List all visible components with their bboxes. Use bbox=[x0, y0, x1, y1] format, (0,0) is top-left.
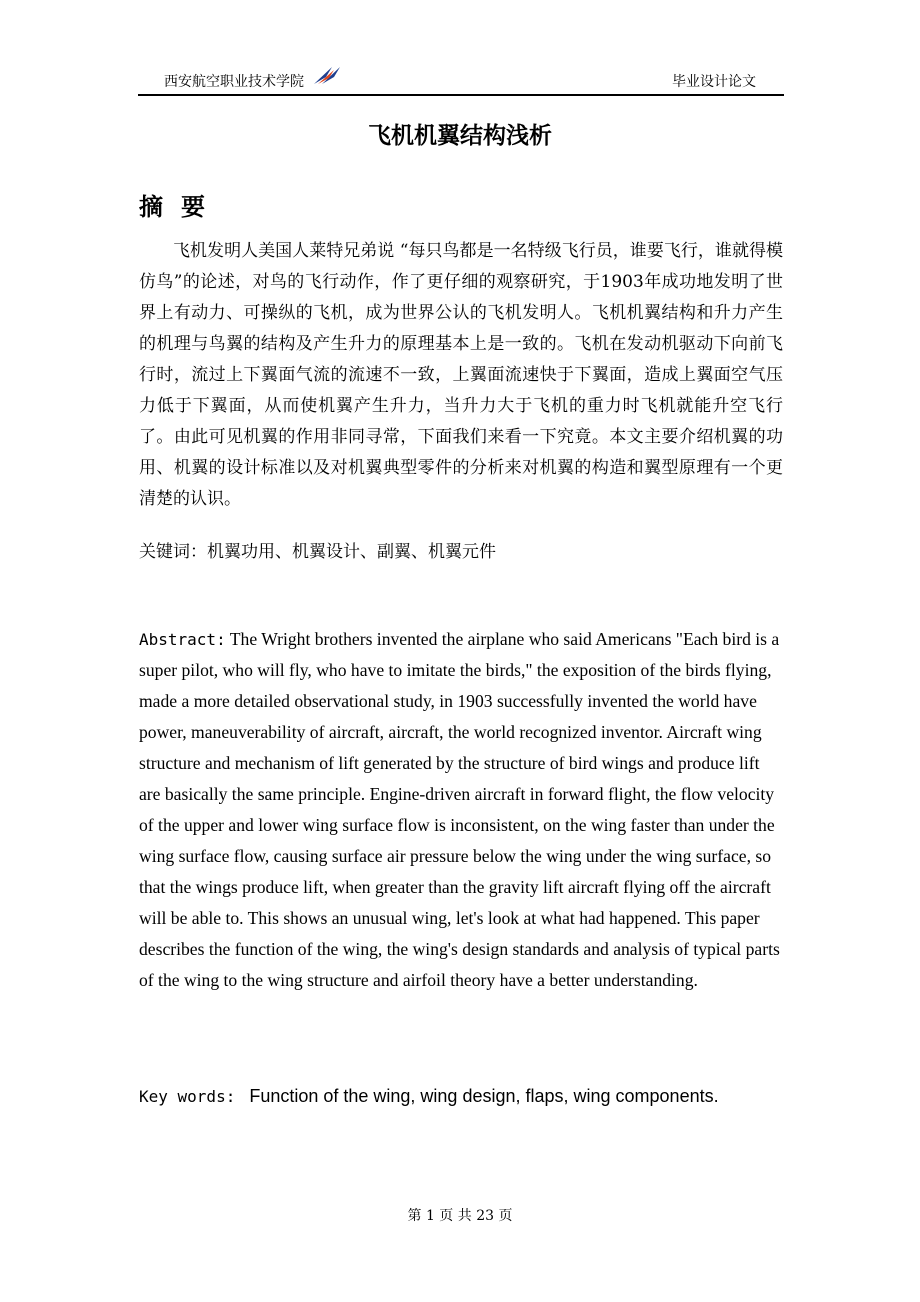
english-abstract-text: The Wright brothers invented the airplane who said Americans "Each bird is a super pilot, who will fly, who have to imitate the birds," the exposition of the birds flying, made a more detailed observational study, in 1903 successfully invented the world have power, maneuverability of aircraft, aircraft, the world recognized inventor. Aircraft wing structure and mechanism of lift generated by the structure of bird wings and produce lift are basically the same principle. Engine-driven aircraft in forward flight, the flow velocity of the upper and lower wing surface flow is inconsistent, on the wing faster than under the wing surface flow, causing surface air pressure below the wing under the wing surface, so that the wings produce lift, when greater than the gravity lift aircraft flying off the aircraft will be able to. This shows an unusual wing, let's look at what had happened. This paper describes the function of the wing, the wing's design standards and analysis of typical parts of the wing to the wing structure and airfoil theory have a better understanding. bbox=[139, 629, 780, 990]
english-abstract bbox=[139, 624, 785, 996]
school-name: 西安航空职业技术学院 bbox=[164, 74, 304, 90]
english-keywords-value: Function of the wing, wing design, flaps, wing components. bbox=[249, 1086, 719, 1106]
chinese-abstract: 飞机发明人美国人莱特兄弟说 “每只鸟都是一名特级飞行员，谁要飞行，谁就得模仿鸟”的论述，对鸟的飞行动作，作了更仔细的观察研究，于1903年成功地发明了世界上有动力、可操纵的飞机，成为世界公认的飞机发明人。飞机机翼结构和升力产生的机理与鸟翼的结构及产生升力的原理基本上是一致的。飞机在发动机驱动下向前飞行时，流过上下翼面气流的流速不一致，上翼面流速快于下翼面，造成上翼面空气压力低于下翼面，从而使机翼产生升力，当升力大于飞机的重力时飞机就能升空飞行了。由此可见机翼的作用非同寻常，下面我们来看一下究竟。本文主要介绍机翼的功用、机翼的设计标准以及对机翼典型零件的分析来对机翼的构造和翼型原理有一个更清楚的认识。 bbox=[139, 241, 783, 509]
abstract-heading: 摘要 bbox=[139, 193, 223, 221]
page-header bbox=[138, 60, 784, 96]
english-keywords bbox=[139, 1081, 785, 1112]
english-abstract-label: Abstract: bbox=[139, 630, 226, 649]
page-number-footer: 第 1 页 共 23 页 bbox=[407, 1208, 513, 1224]
english-keywords-label: Key words: bbox=[139, 1087, 236, 1106]
chinese-keywords bbox=[139, 537, 783, 567]
chinese-keywords-value: 机翼功用、机翼设计、副翼、机翼元件 bbox=[207, 542, 496, 562]
school-logo-icon bbox=[312, 64, 342, 86]
chinese-keywords-label: 关键词： bbox=[139, 542, 207, 562]
document-type: 毕业设计论文 bbox=[672, 74, 756, 90]
page-title: 飞机机翼结构浅析 bbox=[368, 123, 552, 149]
